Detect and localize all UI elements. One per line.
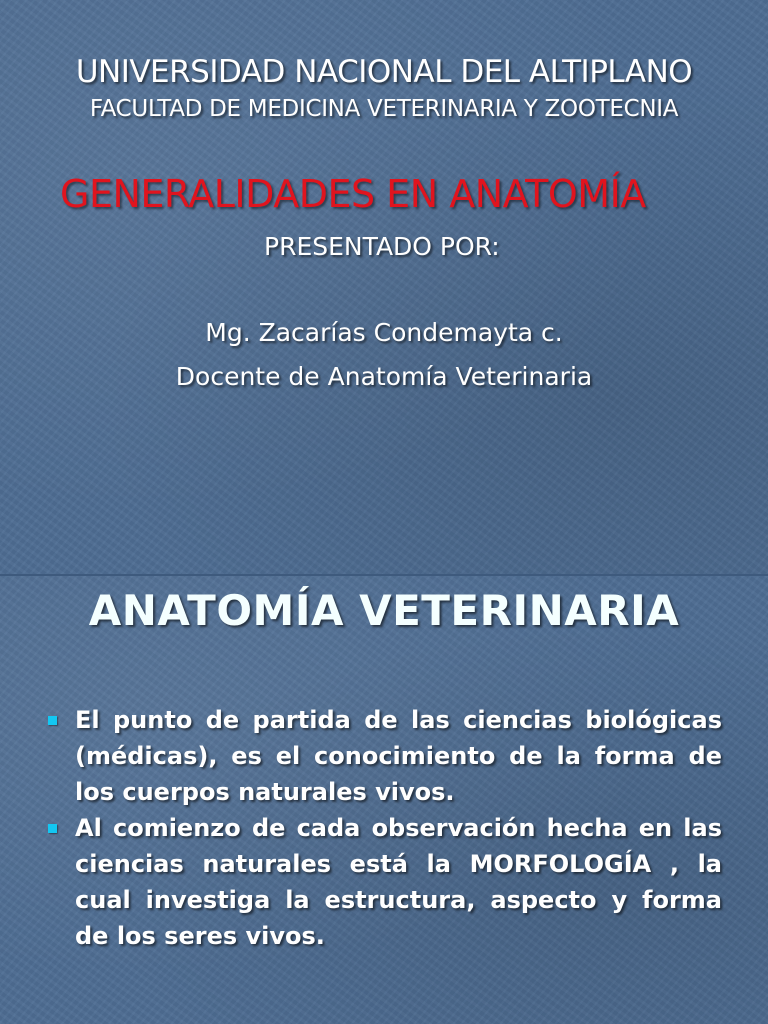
bullet-item	[44, 810, 722, 954]
slide-title: ANATOMÍA VETERINARIA	[88, 586, 680, 635]
bullet-item	[44, 702, 722, 810]
university-name: UNIVERSIDAD NACIONAL DEL ALTIPLANO	[75, 54, 693, 90]
presenter-name: Mg. Zacarías Condemayta c.	[205, 318, 563, 347]
presenter-role: Docente de Anatomía Veterinaria	[175, 362, 593, 391]
slide-2	[0, 576, 768, 1024]
bullet-text: Al comienzo de cada observación hecha en las ciencias naturales está la MORFOLOGÍA , la cual investiga la estructura, aspecto y forma de los seres vivos.	[75, 814, 722, 950]
square-bullet-icon	[48, 716, 57, 725]
bullet-text: El punto de partida de las ciencias biológicas (médicas), es el conocimiento de la forma de los cuerpos naturales vivos.	[75, 706, 722, 806]
bullet-list	[44, 702, 722, 954]
presentation-title: GENERALIDADES EN ANATOMÍA	[60, 172, 646, 216]
presented-by-label: PRESENTADO POR:	[264, 232, 500, 261]
square-bullet-icon	[48, 824, 57, 833]
faculty-name: FACULTAD DE MEDICINA VETERINARIA Y ZOOTECNIA	[89, 96, 679, 122]
